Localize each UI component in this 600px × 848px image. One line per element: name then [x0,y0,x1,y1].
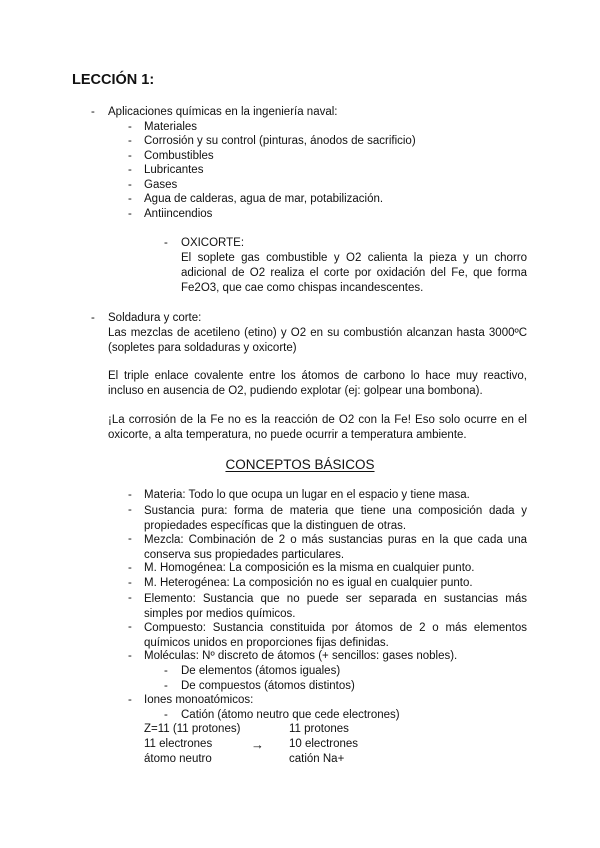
list-item: Gases [144,179,178,191]
concept-moleculas: Moléculas: Nº discreto de átomos (+ sencillos: gases nobles). [144,650,458,662]
list-item: Agua de calderas, agua de mar, potabilización. [144,193,384,205]
cation-protones: 11 protones [289,723,349,735]
bullet-dash: - [164,709,168,721]
bullet-dash: - [128,193,132,205]
bullet-dash: - [128,577,132,589]
section-aplicaciones-label: Aplicaciones químicas en la ingeniería naval: [108,106,338,118]
bullet-dash: - [91,106,95,118]
bullet-dash: - [128,650,132,662]
bullet-dash: - [128,533,132,545]
iones-cation: Catión (átomo neutro que cede electrones) [181,709,400,721]
list-item: Materiales [144,121,198,133]
soldadura-paragraph-1: Las mezclas de acetileno (etino) y O2 en su combustión alcanzan hasta 3000ºC (sopletes para soldaduras y oxicorte) [108,327,527,354]
list-item: Antiincendios [144,208,213,220]
bullet-dash: - [128,164,132,176]
oxicorte-text: El soplete gas combustible y O2 calienta la pieza y un chorro adicional de O2 realiza el corte por oxidación del Fe, que forma Fe2O3, que cae como chispas incandescentes. [181,252,527,294]
section-soldadura-label: Soldadura y corte: [108,312,202,324]
concept-materia: Materia: Todo lo que ocupa un lugar en el espacio y tiene masa. [144,489,470,501]
bullet-dash: - [128,121,132,133]
concept-mezcla: Mezcla: Combinación de 2 o más sustancias puras en la que cada una conserva sus propiedades particulares. [144,534,527,561]
soldadura-paragraph-2: El triple enlace covalente entre los átomos de carbono lo hace muy reactivo, incluso en ausencia de O2, pudiendo explotar (ej: golpear una bombona). [108,370,527,397]
bullet-dash: - [91,312,95,324]
atomo-protones: Z=11 (11 protones) [144,723,241,735]
list-item: Lubricantes [144,164,204,176]
atomo-electrones: 11 electrones [144,738,213,750]
moleculas-sub-elementos: De elementos (átomos iguales) [181,665,341,677]
moleculas-sub-compuestos: De compuestos (átomos distintos) [181,680,355,692]
bullet-dash: - [164,665,168,677]
concept-homogenea: M. Homogénea: La composición es la misma en cualquier punto. [144,562,475,574]
bullet-dash: - [128,562,132,574]
concept-sustancia-pura: Sustancia pura: forma de materia que tiene una composición dada y propiedades específicas que la distinguen de otras. [144,505,527,532]
cation-na-label: catión Na+ [289,753,345,765]
list-item: Combustibles [144,150,214,162]
bullet-dash: - [128,694,132,706]
bullet-dash: - [128,504,132,516]
page-title: LECCIÓN 1: [72,72,155,88]
bullet-dash: - [128,179,132,191]
bullet-dash: - [128,208,132,220]
arrow-right-icon: → [251,737,264,752]
concept-elemento: Elemento: Sustancia que no puede ser separada en sustancias más simples por medios químicos. [144,593,527,620]
bullet-dash: - [128,592,132,604]
bullet-dash: - [128,621,132,633]
bullet-dash: - [128,135,132,147]
bullet-dash: - [128,150,132,162]
soldadura-paragraph-3: ¡La corrosión de la Fe no es la reacción de O2 con la Fe! Eso solo ocurre en el oxicorte, a alta temperatura, no puede ocurrir a temperatura ambiente. [108,414,527,441]
conceptos-heading: CONCEPTOS BÁSICOS [225,457,375,472]
oxicorte-label: OXICORTE: [181,237,245,249]
cation-electrones: 10 electrones [289,738,359,750]
concept-compuesto: Compuesto: Sustancia constituida por átomos de 2 o más elementos químicos unidos en proporciones fijas definidas. [144,622,527,649]
concept-heterogenea: M. Heterogénea: La composición no es igual en cualquier punto. [144,577,473,589]
list-item: Corrosión y su control (pinturas, ánodos de sacrificio) [144,135,416,147]
bullet-dash: - [128,489,132,501]
bullet-dash: - [164,237,168,249]
concept-iones: Iones monoatómicos: [144,694,254,706]
atomo-neutro-label: átomo neutro [144,753,212,765]
bullet-dash: - [164,680,168,692]
